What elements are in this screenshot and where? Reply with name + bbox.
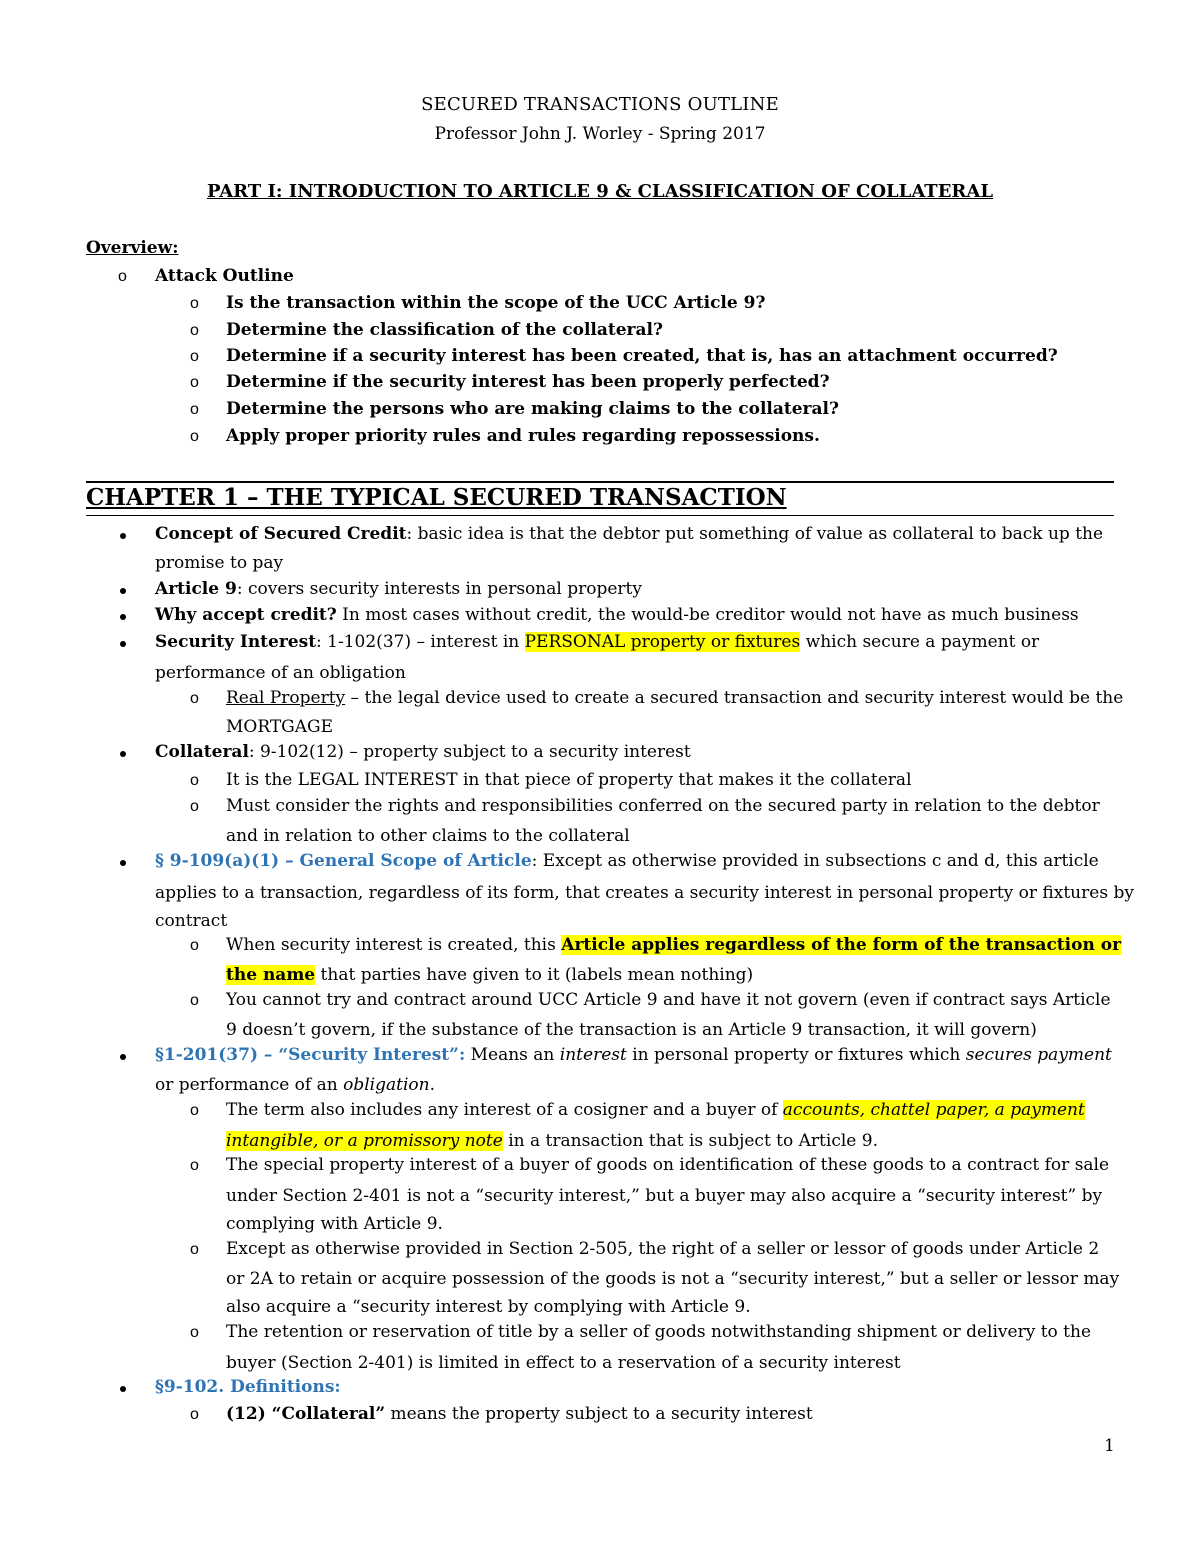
bullet-dot-icon (120, 588, 126, 594)
attack-step: Apply proper priority rules and rules regarding repossessions. (226, 426, 820, 446)
definitions-9102-item: (12) “Collateral” means the property subject to a security interest (226, 1404, 813, 1424)
bullet-dot-icon (120, 641, 126, 647)
bullet-o-icon: o (190, 772, 199, 789)
security-interest-line: performance of an obligation (155, 663, 406, 683)
collateral-line: Collateral: 9-102(12) – property subject to a security interest (155, 742, 691, 762)
definition-1201-line: or performance of an obligation. (155, 1075, 435, 1095)
real-property-line: MORTGAGE (226, 717, 334, 737)
scope-sub: the name that parties have given to it (labels mean nothing) (226, 965, 754, 985)
bullet-o-icon: o (190, 1406, 199, 1423)
scope-line: § 9-109(a)(1) – General Scope of Article: Except as otherwise provided in subsections c and d, this article (155, 851, 1099, 871)
bullet-o-icon: o (190, 1324, 199, 1341)
definition-1201-sub: under Section 2-401 is not a “security interest,” but a buyer may also acquire a “security interest” by (226, 1186, 1103, 1206)
collateral-sub: and in relation to other claims to the collateral (226, 826, 630, 846)
bullet-dot-icon (120, 860, 126, 866)
collateral-sub: It is the LEGAL INTEREST in that piece of property that makes it the collateral (226, 770, 912, 790)
attack-step: Determine if the security interest has been properly perfected? (226, 372, 830, 392)
collateral-sub: Must consider the rights and responsibilities conferred on the secured party in relation to the debtor (226, 796, 1100, 816)
bullet-dot-icon (120, 533, 126, 539)
document-title: SECURED TRANSACTIONS OUTLINE (421, 94, 779, 115)
bullet-dot-icon (120, 614, 126, 620)
definitions-9102-heading: §9-102. Definitions: (155, 1377, 341, 1397)
bullet-o-icon: o (190, 937, 199, 954)
scope-line: applies to a transaction, regardless of its form, that creates a security interest in personal property or fixtures by (155, 883, 1134, 903)
attack-step: Determine the classification of the collateral? (226, 320, 663, 340)
chapter-top-rule (86, 481, 1114, 483)
bullet-o-icon: o (190, 1102, 199, 1119)
attack-step: Is the transaction within the scope of the UCC Article 9? (226, 293, 766, 313)
definition-1201-sub: or 2A to retain or acquire possession of the goods is not a “security interest,” but a seller or lessor may (226, 1269, 1120, 1289)
chapter-bottom-rule (86, 515, 1114, 516)
why-credit-line: Why accept credit? In most cases without credit, the would-be creditor would not have as much business (155, 605, 1079, 625)
bullet-o-icon: o (190, 798, 199, 815)
concept-line: Concept of Secured Credit: basic idea is that the debtor put something of value as collateral to back up the (155, 524, 1104, 544)
bullet-o-icon: o (118, 268, 127, 285)
part-heading: PART I: INTRODUCTION TO ARTICLE 9 & CLASSIFICATION OF COLLATERAL (206, 181, 994, 202)
scope-sub: When security interest is created, this Article applies regardless of the form of the transaction or (226, 935, 1122, 955)
bullet-o-icon: o (190, 374, 199, 391)
document-subtitle: Professor John J. Worley - Spring 2017 (434, 124, 766, 144)
attack-outline-title: Attack Outline (155, 266, 294, 286)
bullet-o-icon: o (190, 1241, 199, 1258)
page-number: 1 (1104, 1436, 1115, 1456)
real-property-line: Real Property – the legal device used to create a secured transaction and security interest would be the (226, 688, 1124, 708)
security-interest-line: Security Interest: 1-102(37) – interest in PERSONAL property or fixtures which secure a payment or (155, 632, 1040, 652)
bullet-dot-icon (120, 751, 126, 757)
definition-1201-sub: intangible, or a promissory note in a transaction that is subject to Article 9. (226, 1131, 878, 1151)
chapter-title: CHAPTER 1 – THE TYPICAL SECURED TRANSACTION (86, 484, 787, 511)
overview-heading: Overview: (86, 238, 179, 258)
bullet-o-icon: o (190, 1157, 199, 1174)
scope-sub: You cannot try and contract around UCC Article 9 and have it not govern (even if contract says Article (226, 990, 1111, 1010)
scope-sub: 9 doesn’t govern, if the substance of the transaction is an Article 9 transaction, it will govern) (226, 1020, 1037, 1040)
bullet-o-icon: o (190, 992, 199, 1009)
article9-line: Article 9: covers security interests in personal property (155, 579, 642, 599)
definition-1201-sub: The term also includes any interest of a cosigner and a buyer of accounts, chattel paper, a payment (226, 1100, 1085, 1120)
bullet-o-icon: o (190, 690, 199, 707)
bullet-o-icon: o (190, 322, 199, 339)
bullet-dot-icon (120, 1386, 126, 1392)
definition-1201-line: §1-201(37) – “Security Interest”: Means an interest in personal property or fixtures which secures payment (155, 1045, 1112, 1065)
concept-line: promise to pay (155, 553, 284, 573)
definition-1201-sub: buyer (Section 2-401) is limited in effect to a reservation of a security interest (226, 1353, 901, 1373)
bullet-o-icon: o (190, 348, 199, 365)
definition-1201-sub: The retention or reservation of title by a seller of goods notwithstanding shipment or delivery to the (226, 1322, 1092, 1342)
scope-line: contract (155, 911, 228, 931)
bullet-o-icon: o (190, 401, 199, 418)
attack-step: Determine the persons who are making claims to the collateral? (226, 399, 839, 419)
definition-1201-sub: also acquire a “security interest by complying with Article 9. (226, 1297, 751, 1317)
bullet-o-icon: o (190, 295, 199, 312)
definition-1201-sub: complying with Article 9. (226, 1214, 443, 1234)
bullet-dot-icon (120, 1054, 126, 1060)
definition-1201-sub: Except as otherwise provided in Section 2-505, the right of a seller or lessor of goods under Article 2 (226, 1239, 1100, 1259)
bullet-o-icon: o (190, 428, 199, 445)
attack-step: Determine if a security interest has been created, that is, has an attachment occurred? (226, 346, 1058, 366)
definition-1201-sub: The special property interest of a buyer of goods on identification of these goods to a contract for sale (226, 1155, 1110, 1175)
